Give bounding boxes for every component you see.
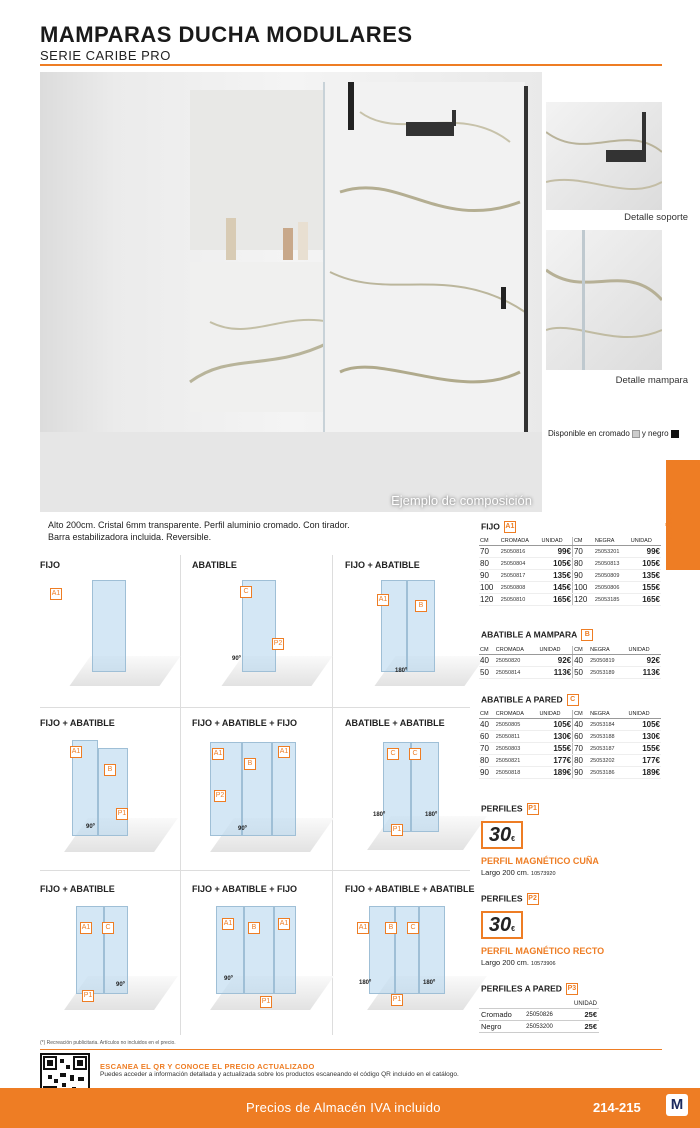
cell-cm: 100 xyxy=(572,582,593,594)
cell-price: 113€ xyxy=(627,667,661,679)
cell-cm: 70 xyxy=(479,743,495,755)
marker-badge: P1 xyxy=(260,996,272,1008)
title-divider xyxy=(40,64,662,66)
config-card xyxy=(345,560,493,708)
marker-badge: B xyxy=(581,629,593,641)
angle-label: 90º xyxy=(238,826,247,832)
cell-ref: 25050818 xyxy=(495,767,539,779)
cell-ref: 25050819 xyxy=(589,655,627,667)
table-row xyxy=(479,767,661,779)
col-header: CROMADA xyxy=(495,710,539,719)
cell-cm: 50 xyxy=(573,667,590,679)
cell-cm: 80 xyxy=(479,558,500,570)
config-card xyxy=(40,718,188,866)
cell-ref: 25053184 xyxy=(589,719,627,731)
cell-ref: 25050808 xyxy=(500,582,541,594)
col-header: NEGRA xyxy=(589,710,627,719)
wall-profile-label: PERFILES A PARED xyxy=(481,983,562,994)
profile-name: PERFIL MAGNÉTICO RECTO xyxy=(481,946,605,956)
cell-cm: 90 xyxy=(572,570,593,582)
config-card xyxy=(40,884,188,1032)
cell-cm: 90 xyxy=(479,570,500,582)
cell-ref: 25050810 xyxy=(500,594,541,606)
table-row xyxy=(479,719,661,731)
cell-finish: Negro xyxy=(479,1021,524,1033)
glass-panel xyxy=(104,906,128,994)
profile-label: PERFILES xyxy=(481,803,523,814)
price-table-abatible-mampara xyxy=(479,646,661,679)
cell-ref: 25050816 xyxy=(500,546,541,558)
cell-ref: 25053187 xyxy=(589,743,627,755)
panel-detail-image xyxy=(546,230,662,370)
col-header: CROMADA xyxy=(495,646,539,655)
cell-ref: 25053189 xyxy=(589,667,627,679)
cell-ref: 25050814 xyxy=(495,667,539,679)
table-row xyxy=(479,655,661,667)
marker-badge: P1 xyxy=(391,994,403,1006)
cell-price: 155€ xyxy=(627,743,661,755)
cell-price: 130€ xyxy=(538,731,572,743)
marker-badge: P1 xyxy=(527,803,539,815)
price-value: 30 xyxy=(488,914,512,936)
price-table-fijo xyxy=(479,537,661,606)
marker-badge: A1 xyxy=(70,746,82,758)
config-card xyxy=(345,884,493,1032)
cell-finish: Cromado xyxy=(479,1009,524,1021)
marker-badge: P1 xyxy=(116,808,128,820)
cell-price: 177€ xyxy=(627,755,661,767)
config-title: FIJO xyxy=(40,560,61,570)
shower-scene xyxy=(40,72,542,512)
marker-badge: P2 xyxy=(272,638,284,650)
config-title: ABATIBLE + ABATIBLE xyxy=(345,718,445,728)
angle-label: 90º xyxy=(232,656,241,662)
col-header: UNIDAD xyxy=(630,537,661,546)
table-row xyxy=(479,1021,599,1033)
brand-logo: M xyxy=(666,1094,688,1116)
marker-badge: A1 xyxy=(278,918,290,930)
cell-cm: 70 xyxy=(572,546,593,558)
marker-badge: B xyxy=(248,922,260,934)
chrome-swatch xyxy=(632,430,640,438)
marker-badge: P1 xyxy=(82,990,94,1002)
wall-profile-title xyxy=(481,983,578,995)
marker-badge: A1 xyxy=(504,521,516,533)
cell-price: 165€ xyxy=(541,594,573,606)
cell-price: 135€ xyxy=(630,570,661,582)
page-numbers: 214-215 xyxy=(593,1100,641,1115)
marker-badge: C xyxy=(240,586,252,598)
cell-cm: 40 xyxy=(573,719,590,731)
availability-and: y negro xyxy=(641,429,669,438)
profile-section-title xyxy=(481,893,539,905)
cell-ref: 25050813 xyxy=(594,558,630,570)
cell-ref: 25053188 xyxy=(589,731,627,743)
cell-price: 92€ xyxy=(627,655,661,667)
cell-ref: 25050826 xyxy=(524,1009,564,1021)
table-row xyxy=(479,582,661,594)
table-row xyxy=(479,667,661,679)
marker-badge: A1 xyxy=(80,922,92,934)
profile-ref: 10573906 xyxy=(531,961,556,967)
angle-label: 180º xyxy=(395,668,408,674)
marker-badge: A1 xyxy=(212,748,224,760)
cell-ref: 25053186 xyxy=(589,767,627,779)
cell-price: 155€ xyxy=(538,743,572,755)
marker-badge: B xyxy=(415,600,427,612)
cell-price: 135€ xyxy=(541,570,573,582)
cell-price: 99€ xyxy=(541,546,573,558)
footnote: (*) Recreación publicitaria. Artículos no incluidos en el precio. xyxy=(40,1040,176,1046)
marker-badge: B xyxy=(104,764,116,776)
main-image-caption: Ejemplo de composición xyxy=(391,493,532,508)
col-header: UNIDAD xyxy=(538,710,572,719)
marker-badge: P2 xyxy=(214,790,226,802)
table-row xyxy=(479,546,661,558)
cell-cm: 80 xyxy=(479,755,495,767)
thumb-panel xyxy=(546,230,662,370)
config-title: FIJO + ABATIBLE + ABATIBLE xyxy=(345,884,475,894)
marker-badge: A1 xyxy=(222,918,234,930)
cell-ref: 25053201 xyxy=(594,546,630,558)
marker-badge: C xyxy=(409,748,421,760)
angle-label: 180º xyxy=(373,812,386,818)
config-card xyxy=(192,718,340,866)
col-header: UNIDAD xyxy=(627,646,661,655)
table-title-text: ABATIBLE A PARED xyxy=(481,694,563,705)
glass-panel xyxy=(92,580,126,672)
support-detail-image xyxy=(546,102,662,210)
profile-length: Largo 200 cm. xyxy=(481,868,529,877)
marker-badge: A1 xyxy=(278,746,290,758)
cell-ref: 25053202 xyxy=(589,755,627,767)
config-title: FIJO + ABATIBLE xyxy=(40,718,115,728)
config-card xyxy=(40,560,188,708)
black-swatch xyxy=(671,430,679,438)
cell-ref: 25050805 xyxy=(495,719,539,731)
cell-cm: 70 xyxy=(573,743,590,755)
thumb-support xyxy=(546,102,662,210)
cell-ref: 25050809 xyxy=(594,570,630,582)
cell-cm: 40 xyxy=(479,719,495,731)
cell-price: 177€ xyxy=(538,755,572,767)
marker-badge: C xyxy=(387,748,399,760)
price-tag xyxy=(481,911,523,939)
glass-panel xyxy=(244,906,274,994)
profile-ref: 10573920 xyxy=(531,871,556,877)
angle-label: 90º xyxy=(224,976,233,982)
config-card xyxy=(345,718,493,866)
marker-badge: A1 xyxy=(377,594,389,606)
product-description xyxy=(48,519,448,543)
cell-price: 105€ xyxy=(630,558,661,570)
table-row xyxy=(479,1009,599,1021)
glass-panel xyxy=(407,580,435,672)
cell-cm: 120 xyxy=(572,594,593,606)
cell-price: 92€ xyxy=(538,655,572,667)
description-line: Alto 200cm. Cristal 6mm transparente. Perfil aluminio cromado. Con tirador. xyxy=(48,520,350,530)
cell-ref: 25053185 xyxy=(594,594,630,606)
cell-cm: 60 xyxy=(573,731,590,743)
col-header: CM xyxy=(479,537,500,546)
profile-section-title xyxy=(481,803,539,815)
table-title-text: ABATIBLE A MAMPARA xyxy=(481,629,578,640)
cell-ref: 25050803 xyxy=(495,743,539,755)
config-title: FIJO + ABATIBLE + FIJO xyxy=(192,884,298,894)
price-currency: € xyxy=(511,926,516,933)
cell-price: 189€ xyxy=(627,767,661,779)
cell-ref: 25050811 xyxy=(495,731,539,743)
cell-cm: 40 xyxy=(479,655,495,667)
cell-price: 189€ xyxy=(538,767,572,779)
availability-text: Disponible en cromado xyxy=(548,429,630,438)
profile-name: PERFIL MAGNÉTICO CUÑA xyxy=(481,856,599,866)
col-header: UNIDAD xyxy=(627,710,661,719)
marker-badge: A1 xyxy=(357,922,369,934)
cell-price: 105€ xyxy=(627,719,661,731)
grid-divider xyxy=(40,870,470,871)
qr-divider xyxy=(40,1049,662,1050)
glass-panel xyxy=(369,906,395,994)
marker-badge: C xyxy=(102,922,114,934)
qr-title: ESCANEA EL QR Y CONOCE EL PRECIO ACTUALIZADO xyxy=(100,1062,315,1071)
angle-label: 180º xyxy=(359,980,372,986)
angle-label: 180º xyxy=(425,812,438,818)
cell-cm: 60 xyxy=(479,731,495,743)
col-header: UNIDAD xyxy=(538,646,572,655)
glass-panel xyxy=(76,906,104,994)
cell-cm: 90 xyxy=(479,767,495,779)
thumb1-caption: Detalle soporte xyxy=(624,212,688,223)
table-row xyxy=(479,594,661,606)
page-title: MAMPARAS DUCHA MODULARES xyxy=(40,22,413,47)
cell-ref: 25050821 xyxy=(495,755,539,767)
cell-price: 25€ xyxy=(564,1009,599,1021)
col-header: NEGRA xyxy=(589,646,627,655)
page-subtitle: SERIE CARIBE PRO xyxy=(40,48,171,63)
marker-badge: C xyxy=(567,694,579,706)
cell-ref: 25050817 xyxy=(500,570,541,582)
cell-price: 105€ xyxy=(541,558,573,570)
config-card xyxy=(192,884,340,1032)
table-title xyxy=(481,694,579,706)
glass-panel xyxy=(395,906,419,994)
side-tab-label: BAÑOS xyxy=(665,510,674,539)
glass-panel xyxy=(98,748,128,836)
availability-note xyxy=(548,429,681,438)
marker-badge: C xyxy=(407,922,419,934)
marker-badge: A1 xyxy=(50,588,62,600)
cell-price: 105€ xyxy=(538,719,572,731)
table-row xyxy=(479,755,661,767)
angle-label: 90º xyxy=(116,982,125,988)
table-row xyxy=(479,743,661,755)
cell-price: 130€ xyxy=(627,731,661,743)
qr-description: Puedes acceder a información detallada y actualizada sobre los productos escaneando el código QR incluido en el catálogo. xyxy=(100,1071,459,1078)
cell-cm: 40 xyxy=(573,655,590,667)
price-tag xyxy=(481,821,523,849)
cell-cm: 120 xyxy=(479,594,500,606)
price-table-abatible-pared xyxy=(479,710,661,779)
config-title: FIJO + ABATIBLE + FIJO xyxy=(192,718,298,728)
table-title-text: FIJO xyxy=(481,521,500,532)
config-title: FIJO + ABATIBLE xyxy=(345,560,420,570)
config-title: FIJO + ABATIBLE xyxy=(40,884,115,894)
glass-panel xyxy=(242,742,272,836)
marker-badge: B xyxy=(244,758,256,770)
price-value: 30 xyxy=(488,824,512,846)
cell-price: 99€ xyxy=(630,546,661,558)
col-header: CM xyxy=(479,646,495,655)
table-row xyxy=(479,570,661,582)
profile-info xyxy=(481,958,556,967)
price-currency: € xyxy=(511,836,516,843)
marker-badge: P2 xyxy=(527,893,539,905)
cell-price: 25€ xyxy=(564,1021,599,1033)
profile-info xyxy=(481,868,556,877)
cell-cm: 70 xyxy=(479,546,500,558)
marker-badge: B xyxy=(385,922,397,934)
table-title xyxy=(481,521,516,533)
config-title: ABATIBLE xyxy=(192,560,237,570)
cell-cm: 90 xyxy=(573,767,590,779)
thumb2-caption: Detalle mampara xyxy=(615,375,688,386)
table-row xyxy=(479,731,661,743)
footer-text: Precios de Almacén IVA incluido xyxy=(246,1100,441,1115)
cell-price: 155€ xyxy=(630,582,661,594)
col-header: NEGRA xyxy=(594,537,630,546)
col-header: CROMADA xyxy=(500,537,541,546)
cell-ref: 25050804 xyxy=(500,558,541,570)
marker-badge: P1 xyxy=(391,824,403,836)
table-title xyxy=(481,629,593,641)
col-header: UNIDAD xyxy=(564,1000,599,1009)
col-header: CM xyxy=(573,710,590,719)
cell-cm: 80 xyxy=(572,558,593,570)
cell-price: 113€ xyxy=(538,667,572,679)
wall-profile-table xyxy=(479,1000,599,1033)
cell-ref: 25050820 xyxy=(495,655,539,667)
angle-label: 90º xyxy=(86,824,95,830)
col-header: UNIDAD xyxy=(541,537,573,546)
profile-label: PERFILES xyxy=(481,893,523,904)
profile-length: Largo 200 cm. xyxy=(481,958,529,967)
config-card xyxy=(192,560,340,708)
table-row xyxy=(479,558,661,570)
cell-ref: 25053200 xyxy=(524,1021,564,1033)
col-header: CM xyxy=(572,537,593,546)
marker-badge: P3 xyxy=(566,983,578,995)
col-header: CM xyxy=(479,710,495,719)
main-shower-image xyxy=(40,72,542,512)
cell-cm: 100 xyxy=(479,582,500,594)
cell-price: 145€ xyxy=(541,582,573,594)
cell-cm: 50 xyxy=(479,667,495,679)
description-line: Barra estabilizadora incluida. Reversible. xyxy=(48,532,212,542)
cell-price: 165€ xyxy=(630,594,661,606)
cell-ref: 25050806 xyxy=(594,582,630,594)
col-header: CM xyxy=(573,646,590,655)
cell-cm: 80 xyxy=(573,755,590,767)
angle-label: 180º xyxy=(423,980,436,986)
